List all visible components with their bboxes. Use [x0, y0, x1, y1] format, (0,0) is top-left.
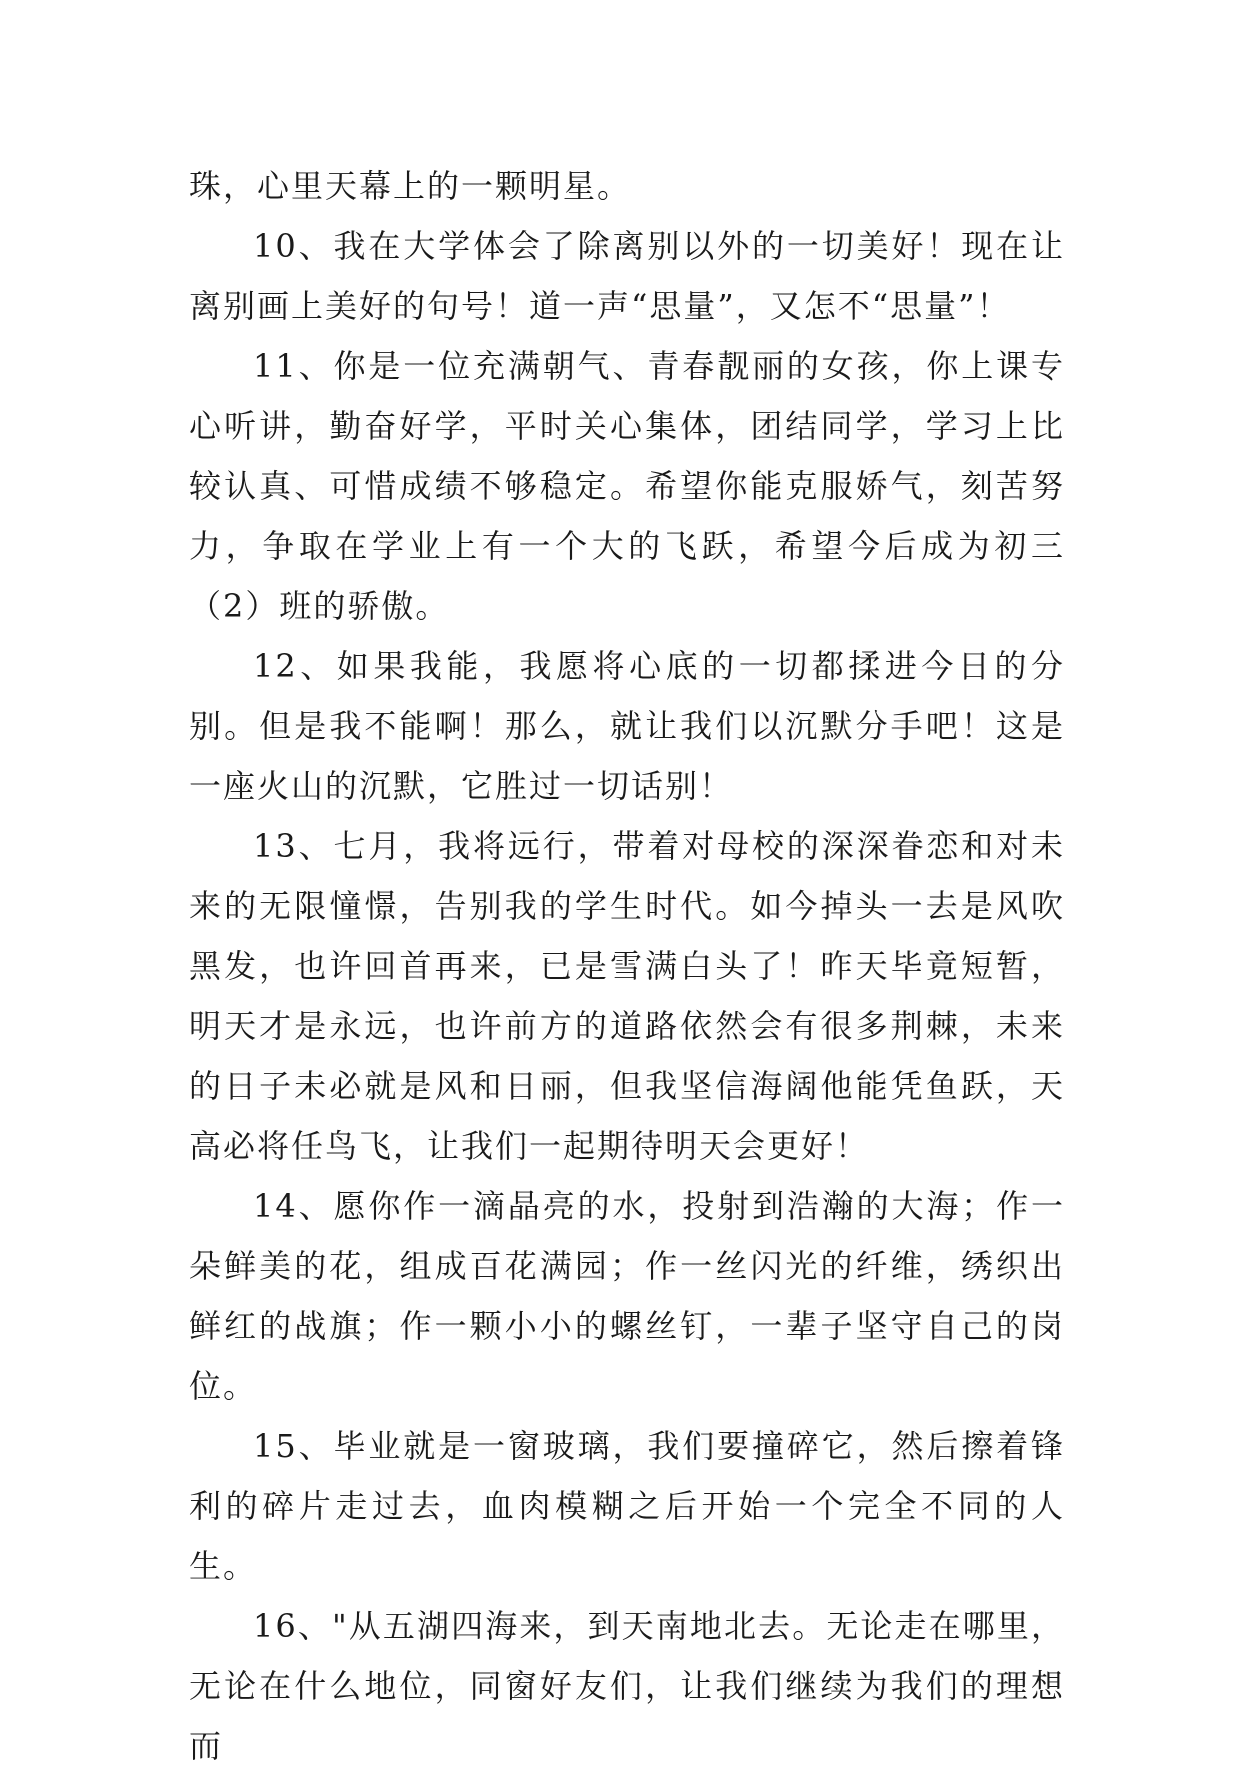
paragraph: 13、七月，我将远行，带着对母校的深深眷恋和对未来的无限憧憬，告别我的学生时代。如今掉头一去是风吹黑发，也许回首再来，已是雪满白头了！昨天毕竟短暂，明天才是永远，也许前方的道路依然会有很多荆棘，未来的日子未必就是风和日丽，但我坚信海阔他能凭鱼跃，天高必将任鸟飞，让我们一起期待明天会更好！: [189, 827, 1065, 1165]
paragraph: 15、毕业就是一窗玻璃，我们要撞碎它，然后擦着锋利的碎片走过去，血肉模糊之后开始一个完全不同的人生。: [189, 1427, 1065, 1585]
paragraph: 12、如果我能，我愿将心底的一切都揉进今日的分别。但是我不能啊！那么，就让我们以沉默分手吧！这是一座火山的沉默，它胜过一切话别！: [189, 647, 1065, 805]
paragraph: 珠，心里天幕上的一颗明星。: [189, 167, 632, 205]
paragraph: 11、你是一位充满朝气、青春靓丽的女孩，你上课专心听讲，勤奋好学，平时关心集体，团结同学，学习上比较认真、可惜成绩不够稳定。希望你能克服娇气，刻苦努力，争取在学业上有一个大的飞跃，希望今后成为初三（2）班的骄傲。: [189, 347, 1065, 625]
paragraph: 14、愿你作一滴晶亮的水，投射到浩瀚的大海；作一朵鲜美的花，组成百花满园；作一丝闪光的纤维，绣织出鲜红的战旗；作一颗小小的螺丝钉，一辈子坚守自己的岗位。: [189, 1187, 1065, 1405]
paragraph: 16、"从五湖四海来，到天南地北去。无论走在哪里，无论在什么地位，同窗好友们，让我们继续为我们的理想而: [189, 1607, 1065, 1765]
paragraph: 10、我在大学体会了除离别以外的一切美好！现在让离别画上美好的句号！道一声“思量”，又怎不“思量”！: [189, 227, 1065, 325]
document-body: [189, 156, 1065, 1776]
